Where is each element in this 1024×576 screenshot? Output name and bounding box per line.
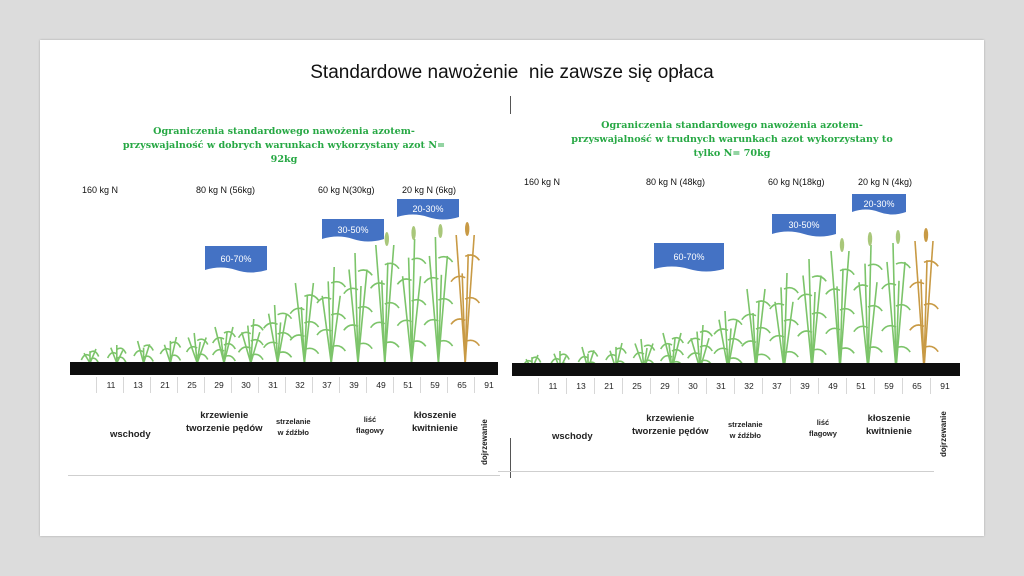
growth-stage: 91 [474,377,503,393]
panel-heading: Ograniczenia standardowego nawożenia azotem- przyswajalność w trudnych warunkach azot wykorzystany to tylko N= 70kg [571,120,893,159]
dose-label: 80 kg N (48kg) [646,177,706,187]
wheat-plant [290,283,318,363]
ripe-wheat-plant [451,222,479,363]
wheat-plant [397,226,425,363]
growth-stage: 59 [420,377,449,393]
phase-flag-leaf: liść flagowy [809,418,837,438]
flag-badge [852,194,914,222]
flag-label: 60-70% [673,252,705,262]
divider-top [510,96,511,114]
wheat-plant [826,238,854,369]
wheat-plant [317,267,345,363]
panel-heading: Ograniczenia standardowego nawożenia azotem- przyswajalność w dobrych warunkach wykorzystany azot N= 92kg [122,126,446,165]
growth-stage-scale [96,377,496,393]
plant-growth-illustration [68,215,500,365]
wheat-plant [160,337,180,363]
dose-label: 80 kg N (56kg) [196,185,256,195]
growth-stage: 32 [734,378,763,394]
wheat-plant [371,232,399,363]
wheat-plant [108,345,126,363]
wheat-plant [742,289,770,369]
growth-stage: 39 [790,378,819,394]
growth-stage: 21 [150,377,179,393]
phase-heading: kłoszenie kwitnienie [866,413,912,437]
growth-stage-scale [538,378,958,394]
wheat-plant [187,333,208,363]
slide-title: Standardowe nawożenie nie zawsze się opłaca [310,62,714,83]
growth-stage: 30 [678,378,707,394]
panel-bottom-line [68,475,500,476]
growth-stage: 37 [312,377,341,393]
growth-stage: 21 [594,378,623,394]
growth-stage: 59 [874,378,903,394]
phase-ripening: dojrzewanie [939,411,948,457]
growth-stage: 49 [366,377,395,393]
growth-stage: 13 [123,377,152,393]
growth-stage: 65 [902,378,931,394]
growth-stage: 29 [650,378,679,394]
growth-stage: 65 [447,377,476,393]
phase-tillering: krzewienie tworzenie pędów [186,410,263,434]
wheat-plant [344,253,372,363]
dose-label: 20 kg N (4kg) [858,177,913,187]
wheat-plant [134,341,153,363]
flag-label: 30-50% [788,220,820,230]
growth-stage: 51 [846,378,875,394]
phase-tillering: krzewienie tworzenie pędów [632,413,709,437]
flag-label: 30-50% [337,225,369,235]
growth-stage: 37 [762,378,791,394]
growth-stage: 91 [930,378,959,394]
growth-stage: 30 [231,377,260,393]
phase-emergence: wschody [552,431,593,442]
wheat-plant [213,327,236,363]
phase-shooting: strzelanie w źdźbło [276,417,311,437]
dose-label: 60 kg N(30kg) [318,185,375,195]
ripe-wheat-plant [910,228,938,369]
growth-stage: 29 [204,377,233,393]
growth-stage: 39 [339,377,368,393]
dose-label: 60 kg N(18kg) [768,177,825,187]
soil-strip [70,362,498,375]
wheat-plant [854,232,882,369]
phase-heading: kłoszenie kwitnienie [412,410,458,434]
panel-good-conditions [68,115,500,475]
wheat-plant [424,224,452,363]
flag-label: 20-30% [412,204,444,214]
soil-strip [512,363,960,376]
phase-ripening: dojrzewanie [480,419,489,465]
growth-stage: 11 [96,377,125,393]
flag-label: 20-30% [863,199,895,209]
panel-bottom-line [498,471,934,472]
growth-stage: 25 [622,378,651,394]
growth-stage: 25 [177,377,206,393]
wheat-plant [798,259,826,369]
flag-label: 60-70% [220,254,252,264]
growth-stage: 13 [566,378,595,394]
growth-stage: 49 [818,378,847,394]
plant-row [523,228,938,370]
wheat-plant [239,319,264,363]
growth-stage: 11 [538,378,567,394]
wheat-plant [264,305,292,363]
wheat-plant [714,311,742,369]
dose-label: 160 kg N [82,185,119,195]
plant-row [81,222,479,364]
phase-shooting: strzelanie w źdźbło [728,420,763,440]
panel-difficult-conditions [502,115,962,475]
growth-stage: 31 [706,378,735,394]
growth-stage: 32 [285,377,314,393]
growth-stage: 31 [258,377,287,393]
plant-growth-illustration [510,221,960,371]
phase-emergence: wschody [110,429,151,440]
dose-label: 20 kg N (6kg) [402,185,457,195]
wheat-plant [882,230,910,369]
dose-label: 160 kg N [524,177,561,187]
slide [40,40,984,536]
wheat-plant [770,273,798,369]
phase-flag-leaf: liść flagowy [356,415,384,435]
growth-stage: 51 [393,377,422,393]
